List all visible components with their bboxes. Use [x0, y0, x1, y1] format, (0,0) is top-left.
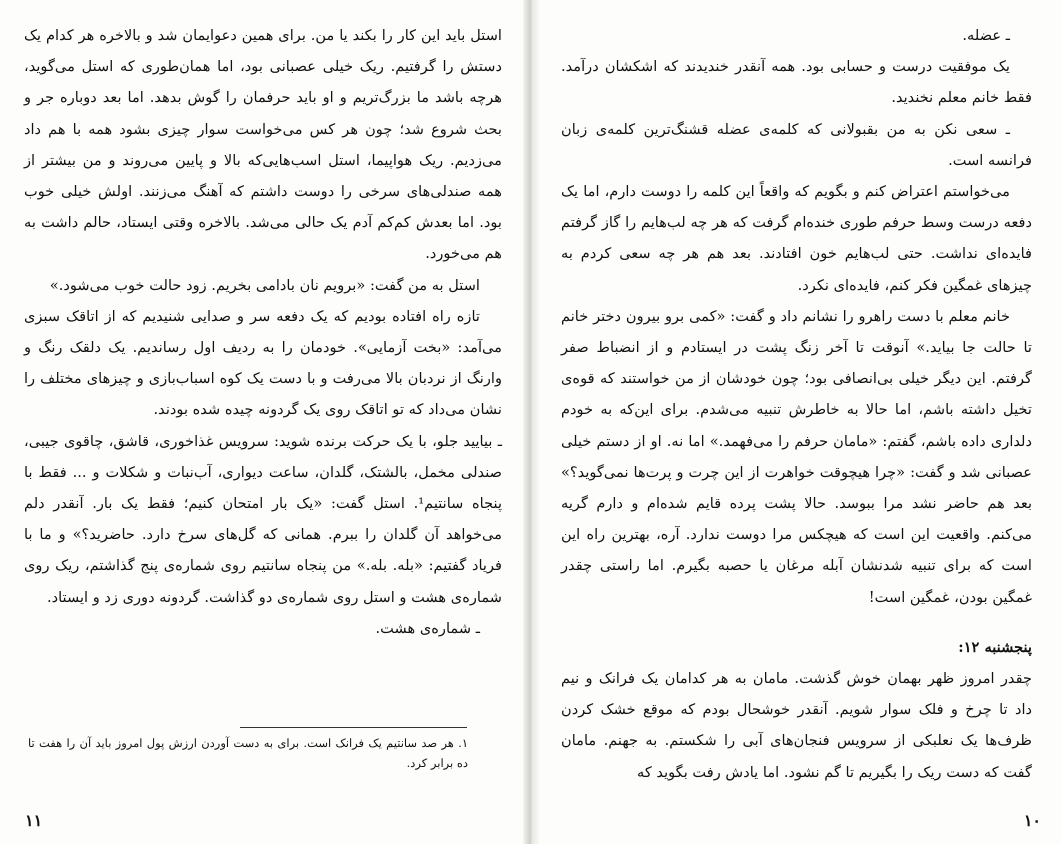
left-page	[0, 0, 523, 844]
diary-date-heading: پنجشنبه ۱۲:	[958, 638, 1032, 656]
book-gutter	[523, 0, 539, 844]
paragraph: ـ شماره‌ی هشت.	[375, 619, 480, 637]
footnote-divider	[240, 727, 467, 728]
paragraph: ـ بیایید جلو، با یک حرکت برنده شوید: سرویس غذاخوری، قاشق، چاقوی جیبی، صندلی مخمل، بالشتک، گلدان، ساعت دیواری، آب‌نبات و شکلات و ... فقط با پنجاه سانتیم¹. استل گفت: «یک بار امتحان کنیم؛ فقط یک بار. آنقدر دلم می‌خواهد آن گلدان را ببرم. همانی که گل‌های سرخ دارد. حاضرید؟» و ما با فریاد گفتیم: «بله. بله.» من پنجاه سانتیم روی شماره‌ی پنج گذاشتم، ریک روی شماره‌ی هشت و استل روی شماره‌ی دو گذاشت. گردونه دوری زد و ایستاد.	[24, 432, 503, 606]
page-number: ۱۱	[25, 811, 43, 830]
page-number: ۱۰	[1023, 811, 1041, 830]
left-page-text	[24, 20, 502, 644]
paragraph: ـ سعی نکن به من بقبولانی که کلمه‌ی عضله قشنگ‌ترین کلمه‌ی زبان فرانسه است.	[561, 120, 1032, 169]
paragraph: استل باید این کار را بکند یا من. برای همین دعوایمان شد و بالاخره هر کدام یک دستش را گرفتیم. ریک خیلی عصبانی بود، اما همان‌طوری که استل می‌گوید، هرچه باشد ما بزرگ‌تریم و او باید حرفمان را گوش بدهد. اما بعد دوباره جر و بحث شروع شد؛ چون هر کس می‌خواست سوار چیزی بشود همه با هم داد می‌زدیم. ریک هواپیما، استل اسب‌هایی‌که بالا و پایین می‌روند و من بیشتر از همه صندلی‌های سرخی را دوست داشتم که آهنگ می‌زنند. اولش خیلی خوب بود. اما بعدش کم‌کم آدم یک حالی می‌شد. بالاخره وقتی ایستاد، حالم داشت به هم می‌خورد.	[24, 27, 502, 263]
right-page	[539, 0, 1061, 844]
paragraph: خانم معلم با دست راهرو را نشانم داد و گفت: «کمی برو بیرون دختر خانم تا حالت جا بیاید.» آنوقت تا آخر زنگ پشت در ایستادم و از انضباط صفر گرفتم. این دیگر خیلی بی‌انصافی بود؛ چون خودشان از من خواستند که قوه‌ی تخیل داشته باشم، اما حالا به خاطرش تنبیه می‌شدم. برای این‌که به خودم دلداری داده باشم، گفتم: «مامان حرفم را می‌فهمد.» اما نه. او از دستم خیلی عصبانی شد و گفت: «چرا هیچوقت خواهرت از این چرت و پرت‌ها نمی‌گوید؟» بعد هم حاضر نشد مرا ببوسد. حالا پشت پرده قایم شده‌ام و دارم گریه می‌کنم. واقعیت این است که هیچکس مرا دوست ندارد. آره، بهترین راه این است که برای تنبیه شدنشان آبله مرغان یا حصبه بگیرم. اما راستی چقدر غمگین بودن، غمگین است!	[561, 307, 1032, 606]
paragraph: ـ عضله.	[962, 27, 1010, 44]
footnote: ١. هر صد سانتیم یک فرانک است. برای به دست آوردن ارزش پول امروز باید آن را هفت تا ده برابر کرد.	[28, 736, 468, 770]
paragraph: می‌خواستم اعتراض کنم و بگویم که واقعاً این کلمه را دوست دارم، اما یک دفعه درست وسط حرفم طوری خنده‌ام گرفت که هر چه لب‌هایم را گاز گرفتم فایده‌ای نداشت. حتی لب‌هایم خون افتادند. بعد هم هر چه سعی کردم به چیزهای غمگین فکر کنم، فایده‌ای نکرد.	[561, 183, 1032, 294]
paragraph: چقدر امروز ظهر بهمان خوش گذشت. مامان به هر کدامان یک فرانک و نیم داد تا چرخ و فلک سوار شویم. آنقدر خوشحال بودم که موقع خشک کردن ظرف‌ها یک نعلبکی از سرویس فنجان‌های آبی را شکستم. به جهنم. مامان گفت که دست ریک را بگیریم تا گم نشود. اما یادش رفت بگوید که	[561, 670, 1032, 781]
paragraph: یک موفقیت درست و حسابی بود. همه آنقدر خندیدند که اشکشان درآمد. فقط خانم معلم نخندید.	[561, 58, 1032, 107]
paragraph: تازه راه افتاده بودیم که یک دفعه سر و صدایی شنیدیم که از اتاقک سبزی می‌آمد: «بخت آزمایی». خودمان را به ردیف اول رساندیم. یک دلقک رنگ و وارنگ از نردبان بالا می‌رفت و با دست یک کوه اسباب‌بازی و چیزهای مختلف را نشان می‌داد که تو اتاقک روی یک گردونه چیده شده بودند.	[24, 307, 502, 419]
right-page-text	[561, 20, 1032, 788]
paragraph: استل به من گفت: «برویم نان بادامی بخریم. زود حالت خوب می‌شود.»	[49, 276, 480, 294]
